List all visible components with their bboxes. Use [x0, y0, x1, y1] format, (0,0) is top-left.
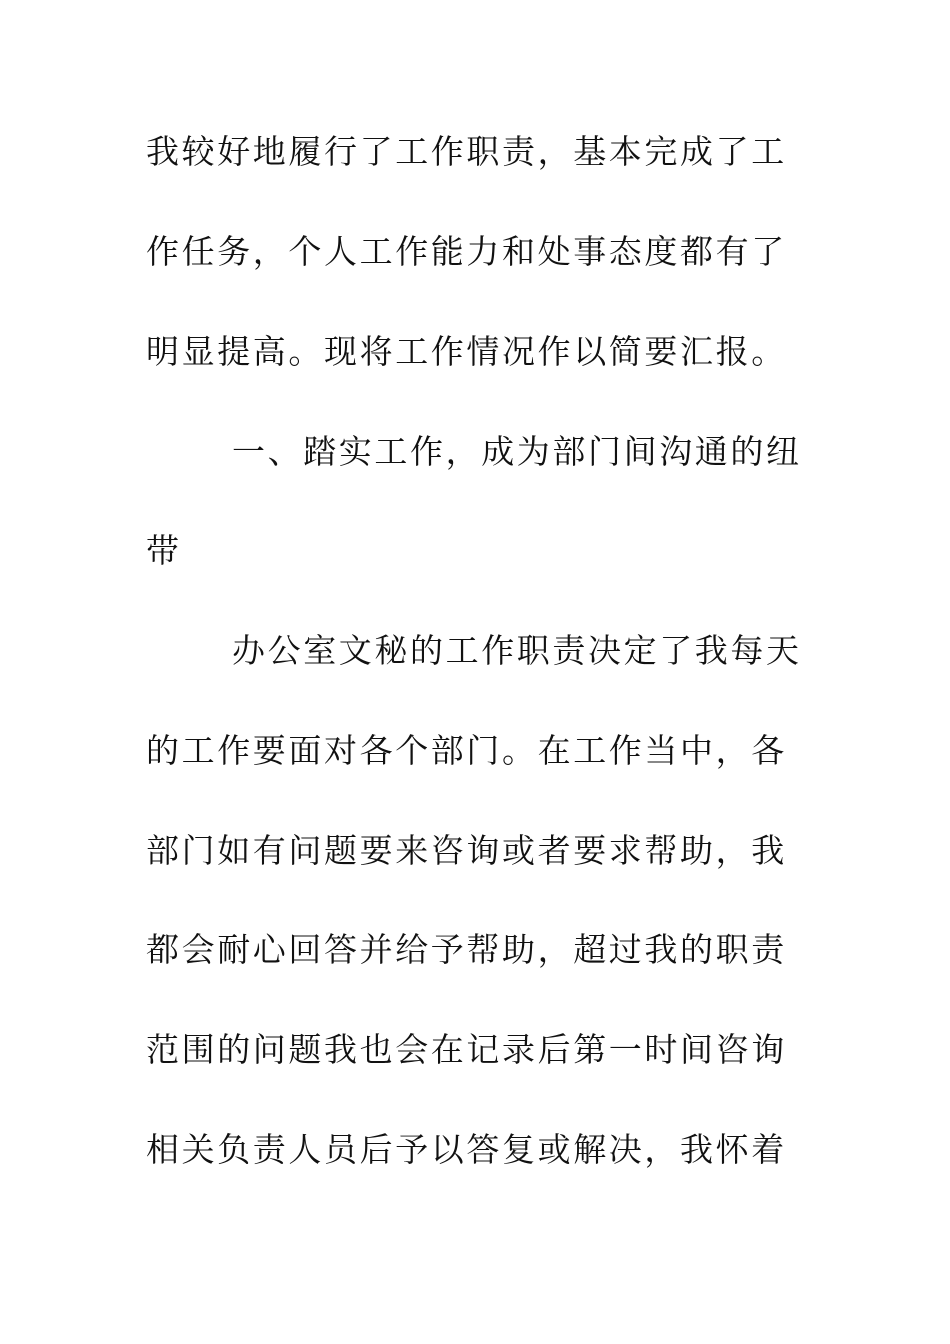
paragraph-line: 我较好地履行了工作职责，基本完成了工: [146, 132, 787, 171]
paragraph-line: 相关负责人员后予以答复或解决，我怀着: [146, 1130, 787, 1169]
paragraph-line: 作任务，个人工作能力和处事态度都有了: [146, 232, 787, 271]
paragraph-line: 办公室文秘的工作职责决定了我每天: [232, 631, 802, 670]
paragraph-line: 明显提高。现将工作情况作以简要汇报。: [146, 332, 787, 371]
paragraph-line: 部门如有问题要来咨询或者要求帮助，我: [146, 831, 787, 870]
paragraph-line: 都会耐心回答并给予帮助，超过我的职责: [146, 930, 787, 969]
section-heading-line: 带: [146, 531, 182, 570]
paragraph-line: 的工作要面对各个部门。在工作当中，各: [146, 731, 787, 770]
paragraph-line: 范围的问题我也会在记录后第一时间咨询: [146, 1030, 787, 1069]
section-heading-line: 一、踏实工作，成为部门间沟通的纽: [232, 432, 802, 471]
